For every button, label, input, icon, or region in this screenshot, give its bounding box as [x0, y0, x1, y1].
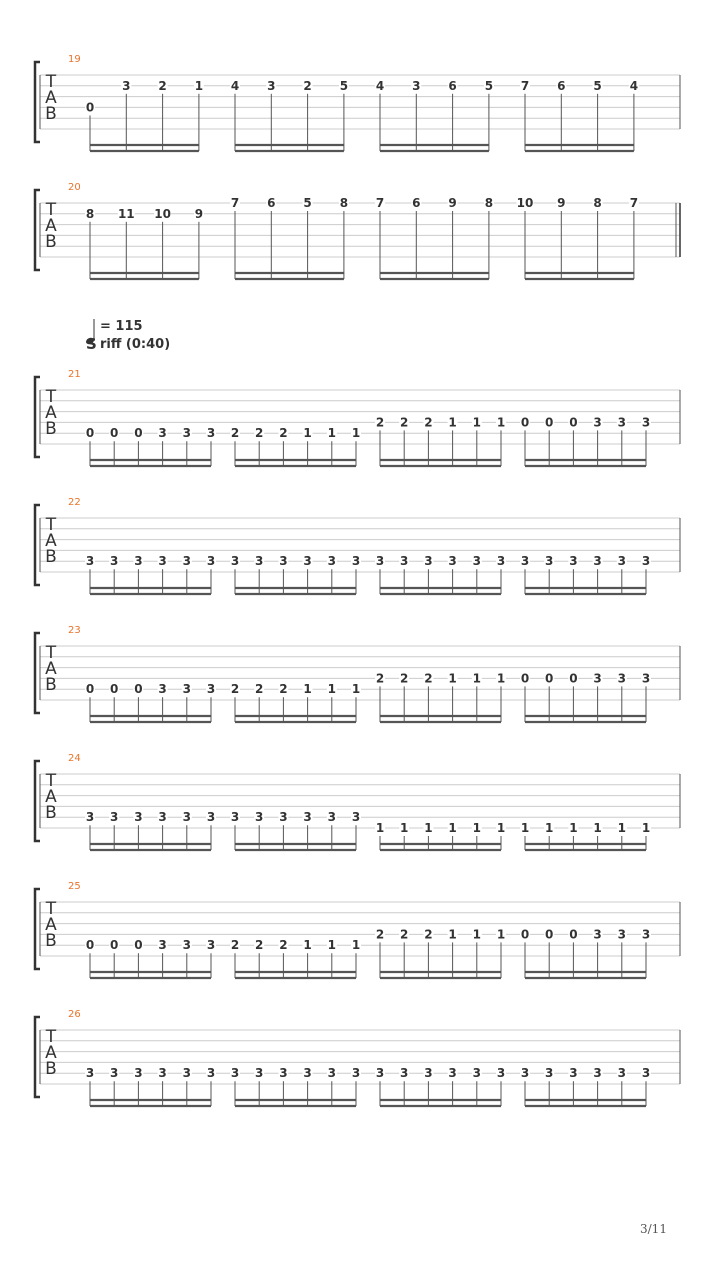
fret-number: 6: [412, 196, 421, 210]
fret-number: 1: [327, 426, 336, 441]
measure-number: 21: [68, 369, 81, 380]
tab-system: [35, 625, 680, 722]
fret-number: 1: [472, 415, 481, 430]
fret-number: 3: [158, 682, 167, 697]
fret-number: 7: [629, 196, 639, 210]
fret-number: 3: [327, 1066, 336, 1081]
system-bracket: [35, 377, 40, 457]
fret-number: 2: [255, 938, 264, 953]
fret-number: 3: [448, 1066, 457, 1081]
fret-number: 3: [85, 810, 95, 825]
fret-number: 1: [351, 682, 361, 697]
fret-number: 2: [255, 426, 264, 441]
fret-number: 2: [375, 927, 385, 942]
tab-clef-letter: B: [45, 803, 57, 823]
fret-number: 3: [400, 1066, 409, 1081]
fret-number: 2: [279, 682, 288, 697]
fret-number: 10: [516, 196, 534, 210]
fret-number: 3: [158, 426, 167, 441]
fret-number: 9: [448, 196, 457, 210]
tab-clef-letter: T: [45, 1027, 57, 1047]
fret-number: 0: [134, 938, 143, 953]
fret-number: 3: [110, 1066, 119, 1081]
fret-number: 3: [351, 554, 361, 569]
fret-number: 3: [448, 554, 457, 569]
fret-number: 4: [375, 78, 385, 93]
fret-number: 3: [255, 554, 264, 569]
fret-number: 1: [448, 415, 457, 430]
measure-number: 25: [68, 881, 81, 892]
fret-number: 3: [206, 810, 216, 825]
fret-number: 3: [351, 1066, 361, 1081]
fret-number: 1: [448, 671, 457, 686]
fret-number: 3: [545, 554, 554, 569]
tab-clef-letter: B: [45, 547, 57, 567]
fret-number: 0: [520, 927, 530, 942]
fret-number: 3: [303, 1066, 312, 1081]
fret-number: 3: [303, 554, 312, 569]
tab-clef-letter: A: [45, 531, 57, 551]
fret-number: 3: [110, 554, 119, 569]
fret-number: 0: [520, 415, 530, 430]
fret-number: 0: [520, 671, 530, 686]
tab-system: [35, 369, 680, 466]
fret-number: 3: [641, 554, 651, 569]
section-marker: [86, 335, 170, 353]
fret-number: 2: [230, 426, 240, 441]
measure-number: 22: [68, 497, 81, 508]
fret-number: 3: [182, 682, 191, 697]
fret-number: 3: [85, 554, 95, 569]
tab-clef-letter: A: [45, 787, 57, 807]
tab-clef-letter: A: [45, 1043, 57, 1063]
fret-number: 2: [424, 671, 433, 686]
fret-number: 0: [110, 426, 119, 441]
system-bracket: [35, 633, 40, 713]
fret-number: 1: [194, 78, 204, 93]
fret-number: 3: [110, 810, 119, 825]
fret-number: 2: [424, 927, 433, 942]
tab-clef-letter: B: [45, 1059, 57, 1079]
fret-number: 3: [255, 810, 264, 825]
tab-clef-letter: B: [45, 232, 57, 252]
tab-clef-letter: B: [45, 104, 57, 124]
fret-number: 1: [496, 671, 506, 686]
fret-number: 2: [400, 927, 409, 942]
tab-clef-letter: T: [45, 643, 57, 663]
fret-number: 0: [110, 938, 119, 953]
fret-number: 1: [303, 938, 312, 953]
fret-number: 3: [158, 810, 167, 825]
tab-system: [35, 54, 680, 151]
fret-number: 0: [85, 426, 95, 441]
fret-number: 3: [400, 554, 409, 569]
fret-number: 3: [206, 682, 216, 697]
fret-number: 3: [617, 554, 626, 569]
fret-number: 5: [484, 78, 494, 93]
fret-number: 3: [182, 426, 191, 441]
fret-number: 2: [279, 938, 288, 953]
fret-number: 10: [154, 206, 171, 221]
fret-number: 2: [303, 78, 312, 93]
fret-number: 1: [375, 821, 385, 835]
fret-number: 3: [617, 927, 626, 942]
fret-number: 1: [545, 821, 554, 835]
fret-number: 3: [569, 554, 578, 569]
fret-number: 3: [327, 810, 336, 825]
fret-number: 2: [230, 938, 240, 953]
fret-number: 3: [496, 554, 506, 569]
tab-clef-letter: B: [45, 419, 57, 439]
fret-number: 3: [641, 927, 651, 942]
fret-number: 3: [158, 938, 167, 953]
fret-number: 3: [255, 1066, 264, 1081]
measure-number: 23: [68, 625, 81, 636]
fret-number: 3: [520, 554, 530, 569]
tab-clef-letter: B: [45, 931, 57, 951]
fret-number: 3: [158, 554, 167, 569]
system-bracket: [35, 190, 40, 270]
tab-system: [35, 881, 680, 978]
fret-number: 3: [267, 78, 276, 93]
fret-number: 1: [424, 821, 433, 835]
tab-clef-letter: T: [45, 387, 57, 407]
fret-number: 0: [569, 927, 578, 942]
fret-number: 2: [424, 415, 433, 430]
fret-number: 1: [303, 426, 312, 441]
fret-number: 3: [412, 78, 421, 93]
fret-number: 3: [206, 554, 216, 569]
fret-number: 0: [569, 671, 578, 686]
tab-clef-letter: B: [45, 675, 57, 695]
fret-number: 3: [593, 554, 602, 569]
fret-number: 9: [557, 196, 566, 210]
system-bracket: [35, 761, 40, 841]
tab-clef-letter: A: [45, 88, 57, 108]
fret-number: 1: [327, 682, 336, 697]
tab-system: [35, 1009, 680, 1106]
fret-number: 1: [520, 821, 530, 835]
tempo-value: = 115: [100, 319, 143, 334]
fret-number: 3: [230, 554, 240, 569]
fret-number: 2: [230, 682, 240, 697]
segno-icon: S: [86, 335, 97, 353]
tab-systems: [35, 54, 680, 1106]
fret-number: 3: [134, 554, 143, 569]
fret-number: 4: [629, 78, 639, 93]
fret-number: 4: [230, 78, 240, 93]
fret-number: 3: [593, 671, 602, 686]
measure-number: 20: [68, 182, 81, 193]
fret-number: 1: [351, 426, 361, 441]
tab-system: [35, 182, 680, 279]
fret-number: 2: [400, 415, 409, 430]
fret-number: 3: [206, 938, 216, 953]
fret-number: 3: [182, 810, 191, 825]
fret-number: 3: [279, 554, 288, 569]
tab-clef-letter: T: [45, 200, 57, 220]
fret-number: 3: [85, 1066, 95, 1081]
tab-system: [35, 753, 680, 850]
fret-number: 3: [279, 1066, 288, 1081]
system-bracket: [35, 62, 40, 142]
fret-number: 3: [122, 78, 131, 93]
tab-clef-letter: T: [45, 72, 57, 92]
fret-number: 3: [375, 1066, 385, 1081]
measure-number: 24: [68, 753, 81, 764]
system-bracket: [35, 889, 40, 969]
fret-number: 8: [339, 196, 349, 210]
fret-number: 2: [279, 426, 288, 441]
tab-clef-letter: T: [45, 899, 57, 919]
fret-number: 0: [545, 927, 554, 942]
fret-number: 3: [351, 810, 361, 825]
tab-clef-letter: A: [45, 915, 57, 935]
fret-number: 3: [472, 554, 481, 569]
measure-number: 19: [68, 54, 81, 65]
fret-number: 3: [424, 554, 433, 569]
fret-number: 0: [569, 415, 578, 430]
fret-number: 1: [641, 821, 651, 835]
fret-number: 1: [472, 927, 481, 942]
fret-number: 3: [230, 1066, 240, 1081]
fret-number: 3: [641, 415, 651, 430]
fret-number: 2: [255, 682, 264, 697]
fret-number: 3: [545, 1066, 554, 1081]
fret-number: 3: [158, 1066, 167, 1081]
fret-number: 7: [520, 78, 530, 93]
fret-number: 2: [375, 415, 385, 430]
fret-number: 3: [520, 1066, 530, 1081]
fret-number: 1: [472, 821, 481, 835]
fret-number: 8: [593, 196, 602, 210]
fret-number: 5: [593, 78, 602, 93]
fret-number: 1: [400, 821, 409, 835]
measure-number: 26: [68, 1009, 81, 1020]
fret-number: 3: [206, 1066, 216, 1081]
fret-number: 3: [327, 554, 336, 569]
fret-number: 5: [339, 78, 349, 93]
system-bracket: [35, 1017, 40, 1097]
fret-number: 3: [375, 554, 385, 569]
fret-number: 3: [472, 1066, 481, 1081]
fret-number: 8: [85, 206, 95, 221]
fret-number: 8: [484, 196, 494, 210]
fret-number: 6: [448, 78, 457, 93]
fret-number: 3: [230, 810, 240, 825]
fret-number: 3: [593, 927, 602, 942]
fret-number: 3: [593, 415, 602, 430]
fret-number: 0: [545, 671, 554, 686]
system-bracket: [35, 505, 40, 585]
fret-number: 1: [496, 415, 506, 430]
fret-number: 7: [230, 196, 240, 210]
fret-number: 9: [194, 206, 204, 221]
fret-number: 3: [134, 810, 143, 825]
tab-clef-letter: A: [45, 403, 57, 423]
fret-number: 1: [496, 821, 506, 835]
fret-number: 1: [351, 938, 361, 953]
fret-number: 1: [327, 938, 336, 953]
fret-number: 3: [641, 1066, 651, 1081]
fret-number: 1: [303, 682, 312, 697]
fret-number: 3: [424, 1066, 433, 1081]
fret-number: 1: [569, 821, 578, 835]
fret-number: 3: [496, 1066, 506, 1081]
fret-number: 6: [267, 196, 276, 210]
fret-number: 3: [182, 938, 191, 953]
fret-number: 3: [134, 1066, 143, 1081]
fret-number: 2: [158, 78, 167, 93]
fret-number: 1: [496, 927, 506, 942]
fret-number: 2: [375, 671, 385, 686]
fret-number: 11: [117, 206, 135, 221]
tab-system: [35, 497, 680, 594]
fret-number: 3: [617, 1066, 626, 1081]
tab-clef-letter: T: [45, 771, 57, 791]
fret-number: 1: [448, 927, 457, 942]
fret-number: 0: [545, 415, 554, 430]
fret-number: 3: [303, 810, 312, 825]
fret-number: 3: [569, 1066, 578, 1081]
fret-number: 0: [85, 100, 95, 115]
tab-clef-letter: T: [45, 515, 57, 535]
fret-number: 2: [400, 671, 409, 686]
fret-number: 3: [617, 415, 626, 430]
fret-number: 1: [448, 821, 457, 835]
fret-number: 3: [617, 671, 626, 686]
fret-number: 0: [134, 426, 143, 441]
fret-number: 0: [110, 682, 119, 697]
fret-number: 1: [593, 821, 602, 835]
fret-number: 6: [557, 78, 566, 93]
fret-number: 3: [279, 810, 288, 825]
tab-clef-letter: A: [45, 659, 57, 679]
fret-number: 0: [85, 682, 95, 697]
fret-number: 3: [641, 671, 651, 686]
fret-number: 3: [206, 426, 216, 441]
tab-clef-letter: A: [45, 216, 57, 236]
fret-number: 3: [182, 1066, 191, 1081]
fret-number: 5: [303, 196, 312, 210]
fret-number: 0: [134, 682, 143, 697]
page-number: 3/11: [640, 1222, 667, 1236]
fret-number: 3: [182, 554, 191, 569]
section-label: riff (0:40): [100, 337, 171, 352]
fret-number: 3: [593, 1066, 602, 1081]
fret-number: 1: [617, 821, 626, 835]
fret-number: 7: [375, 196, 385, 210]
fret-number: 1: [472, 671, 481, 686]
fret-number: 0: [85, 938, 95, 953]
